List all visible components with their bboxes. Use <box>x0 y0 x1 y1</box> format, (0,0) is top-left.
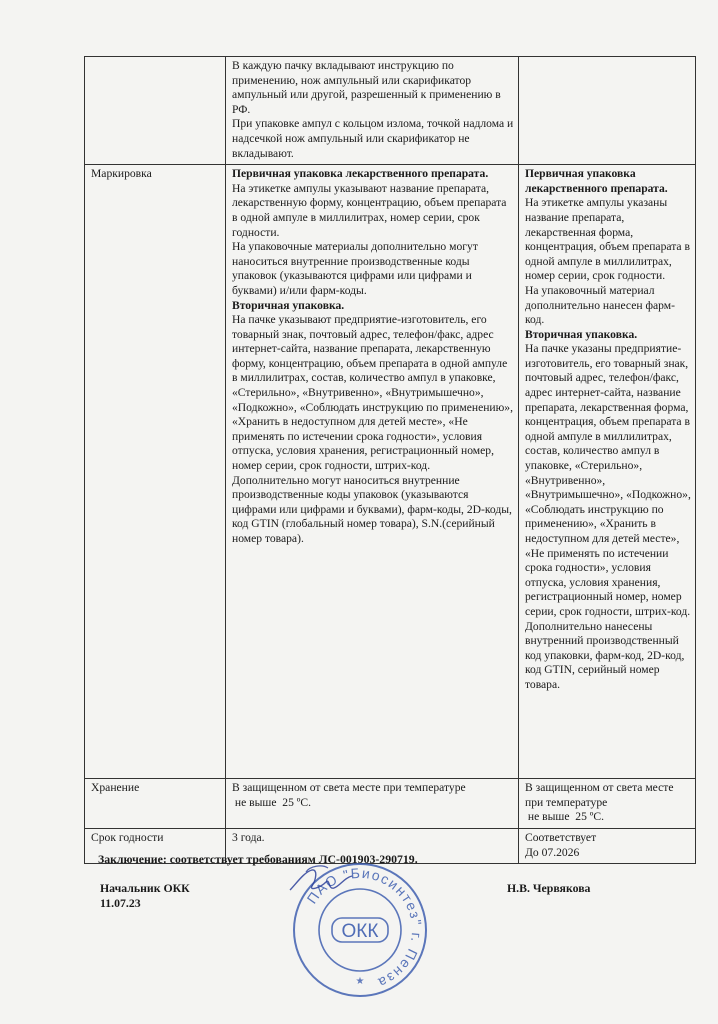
signature-date: 11.07.23 <box>100 895 141 910</box>
table-row-storage <box>85 779 696 829</box>
spec-paragraph: При упаковке ампул с кольцом излома, точкой надлома и надсечкой нож ампульный или скарификатор не вкладывают. <box>232 117 514 160</box>
spec-paragraph: На пачке указывают предприятие-изготовитель, его товарный знак, почтовый адрес, телефон/факс, адрес интернет-сайта, название препарата, лекарственную форму, концентрацию, объем препарата в одной ампуле в миллилитрах, состав, количество ампул в упаковке, «Стерильно», «Внутривенно», «Внутримышечно», «Подкожно», «Соблюдать инструкцию по применению», «Хранить в недоступном для детей месте», «Не применять по истечении срока годности», условия отпуска, условия хранения, регистрационный номер, номер серии, срок годности, штрих-код. <box>232 313 513 473</box>
result-paragraph: На упаковочный материал дополнительно нанесен фарм-код. <box>525 283 675 327</box>
primary-heading: Первичная упаковка лекарственного препарата. <box>525 167 668 195</box>
secondary-heading: Вторичная упаковка. <box>525 327 638 341</box>
primary-heading: Первичная упаковка лекарственного препарата. <box>232 167 489 181</box>
spec-paragraph: В каждую пачку вкладывают инструкцию по применению, нож ампульный или скарификатор ампульный или другой, разрешенный к применению в РФ. <box>232 59 501 116</box>
spec-cell <box>226 57 519 165</box>
result-line: В защищенном от света месте при температуре <box>525 781 674 809</box>
stamp-star-icon: ★ <box>355 976 365 987</box>
row-label <box>85 57 226 165</box>
result-line: Соответствует <box>525 830 597 844</box>
stamp-ring-text: ПАО "Биосинтез" г. Пенза <box>303 864 426 992</box>
row-label: Срок годности <box>85 828 226 863</box>
spec-cell <box>226 165 519 779</box>
result-paragraph: Дополнительно нанесены внутренний производственный код упаковки, фарм-код, 2D-код, код GTIN, серийный номер товара. <box>525 619 685 691</box>
result-line: не выше 25 ºС. <box>525 810 604 824</box>
result-line: До 07.2026 <box>525 845 580 859</box>
row-label: Маркировка <box>85 165 226 779</box>
spec-line: В защищенном от света месте при температуре <box>232 781 466 795</box>
handwritten-signature <box>282 860 372 900</box>
spec-cell: 3 года. <box>226 828 519 863</box>
table-row <box>85 57 696 165</box>
row-label: Хранение <box>85 779 226 829</box>
spec-paragraph: Дополнительно могут наноситься внутренние производственные коды упаковок (указываются цифрами или цифрами и буквами), фарм-коды, 2D-коды, код GTIN (глобальный номер товара), S.N.(серийный номер товара). <box>232 473 512 545</box>
result-cell <box>519 828 696 863</box>
result-cell <box>519 165 696 779</box>
position-block <box>100 881 190 910</box>
secondary-heading: Вторичная упаковка. <box>232 298 345 312</box>
position-title: Начальник ОКК <box>100 881 190 895</box>
stamp-center-text: ОКК <box>341 921 379 942</box>
spec-paragraph: На упаковочные материалы дополнительно могут наноситься внутренние производственные коды упаковок (указываются цифрами или цифрами и буквами) и/или фарм-коды. <box>232 240 478 297</box>
specification-table <box>84 56 696 864</box>
result-cell <box>519 779 696 829</box>
result-cell <box>519 57 696 165</box>
spec-paragraph: На этикетке ампулы указывают название препарата, лекарственную форму, концентрацию, объем препарата в одной ампуле в миллилитрах, номер серии, срок годности. <box>232 181 507 239</box>
spec-cell <box>226 779 519 829</box>
result-paragraph: На пачке указаны предприятие-изготовитель, его товарный знак, почтовый адрес, телефон/факс, адрес интернет-сайта, название препарата, лекарственная форма, концентрация, объем препарата в одной ампуле в миллилитрах, состав, количество ампул в упаковке, «Стерильно», «Внутривенно», «Внутримышечно», «Подкожно», «Соблюдать инструкцию по применению», «Хранить в недоступном для детей месте», «Не применять по истечении срока годности», условия отпуска, условия хранения, регистрационный номер, номер серии, срок годности, штрих-код. <box>525 342 691 618</box>
result-paragraph: На этикетке ампулы указаны название препарата, лекарственная форма, концентрация, объем препарата в одной ампуле в миллилитрах, номер серии, срок годности. <box>525 196 690 283</box>
table-row-marking <box>85 165 696 779</box>
spec-line: не выше 25 ºС. <box>232 795 311 809</box>
signer-name: Н.В. Червякова <box>507 881 591 895</box>
conclusion-text: Заключение: соответствует требованиям ЛС-001903-290719. <box>98 852 418 866</box>
